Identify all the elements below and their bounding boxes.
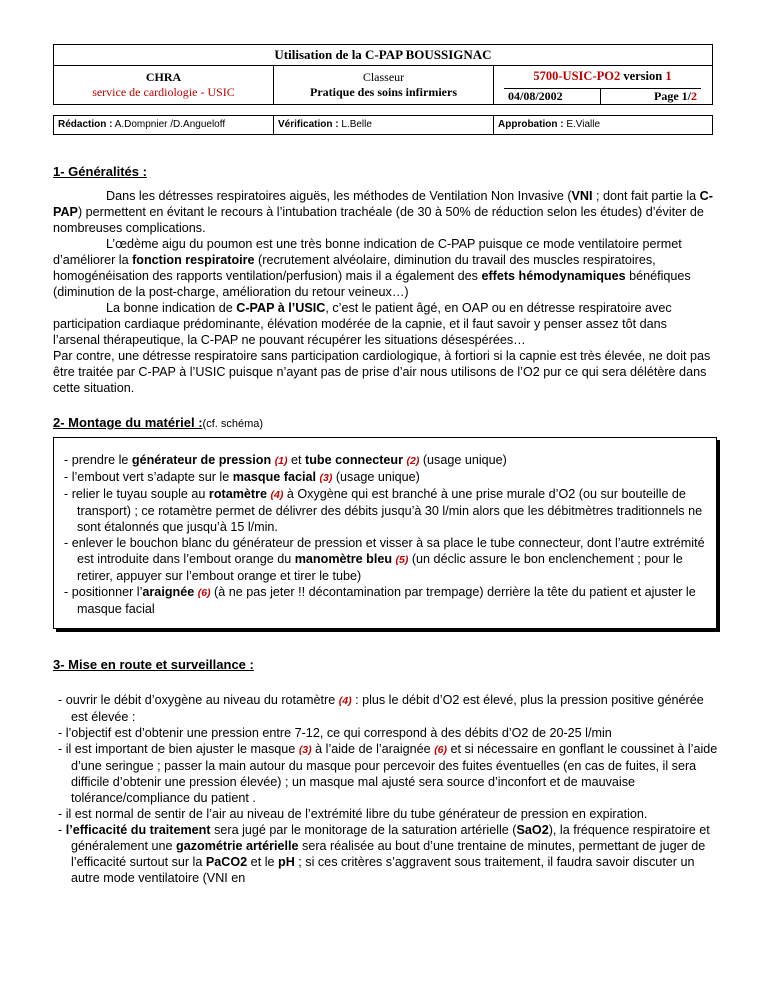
- reference-code: 5700-USIC-PO2: [533, 69, 621, 83]
- authorship-row: [53, 115, 713, 135]
- organization-cell: [54, 66, 274, 104]
- list-item: - ouvrir le débit d’oxygène au niveau du rotamètre (4) : plus le débit d’O2 est élevé, plus la pression positive générée est élevée :: [58, 693, 704, 724]
- section-1-heading: 1- Généralités :: [53, 164, 147, 179]
- page-total: 2: [691, 89, 697, 103]
- approbation-cell: Approbation : E.Vialle: [498, 119, 601, 130]
- list-item: - il est normal de sentir de l’air au niveau de l’extrémité libre du tube générateur de pression en expiration.: [58, 807, 648, 821]
- verification-cell: Vérification : L.Belle: [274, 116, 494, 134]
- organization-name: CHRA: [145, 70, 182, 84]
- redaction-cell: Rédaction : A.Dompnier /D.Angueloff: [54, 116, 274, 134]
- list-item: - l’efficacité du traitement sera jugé par le monitorage de la saturation artérielle (SaO2), la fréquence respiratoire et généralement une gazométrie artérielle sera réalisée au bout d’une trentaine de minutes, permettant de juger de l’efficacité surtout sur la PaCO2 et le pH ; si ces critères s’aggravent sous traitement, il faudra savoir discuter un autre mode ventilatoire (VNI en: [58, 823, 710, 885]
- page-indicator: [600, 89, 701, 104]
- setup-monitoring-list: [58, 692, 718, 886]
- document-title: Utilisation de la C-PAP BOUSSIGNAC: [54, 45, 712, 66]
- binder-label: Classeur: [362, 70, 405, 84]
- page-label: Page 1/: [654, 89, 691, 103]
- document-date: 04/08/2002: [508, 89, 563, 103]
- reference-cell: [494, 66, 711, 104]
- version-label: version: [623, 69, 663, 83]
- binder-name: Pratique des soins infirmiers: [310, 85, 457, 99]
- section-1-body: [53, 188, 715, 396]
- list-item: - l’embout vert s’adapte sur le masque facial (3) (usage unique): [64, 470, 420, 484]
- paragraph: Par contre, une détresse respiratoire sans participation cardiologique, à fortiori si la capnie est très élevée, ne doit pas être traitée par C-PAP à l’USIC puisque n’ayant pas de prise d’air nous utilisons de l’O2 pur ce qui sera délétère dans cette situation.: [53, 349, 711, 395]
- paragraph: Dans les détresses respiratoires aiguës, les méthodes de Ventilation Non Invasive (VNI ; dont fait partie la C-PAP) permettent en évitant le recours à l’intubation trachéale (de 30 à 50% de réduction selon les études) d’éviter de nombreuses complications.: [53, 189, 713, 235]
- paragraph: L’œdème aigu du poumon est une très bonne indication de C-PAP puisque ce mode ventilatoire permet d’améliorer la fonction respiratoire (recrutement alvéolaire, diminution du travail des muscles respiratoires, homogénéisation des rapports ventilation/perfusion) mais il a également des effets hémodynamiques bénéfiques (diminution de la post-charge, amélioration du retour veineux…): [53, 237, 691, 299]
- section-2-heading: 2- Montage du matériel :(cf. schéma): [53, 415, 264, 430]
- paragraph: La bonne indication de C-PAP à l’USIC, c’est le patient âgé, en OAP ou en détresse respiratoire avec participation cardiaque prédominante, élévation modérée de la capnie, et il faut savoir y penser assez tôt dans l’arsenal thérapeutique, la C-PAP ne pouvant récupérer les situations désespérées…: [53, 301, 672, 347]
- list-item: - enlever le bouchon blanc du générateur de pression et visser à sa place le tube connecteur, dont l’autre extrémité est introduite dans l’embout orange du manomètre bleu (5) (un déclic assure le bon enclenchement ; pour le retirer, appuyer sur l’embout orange et tirer le tube): [64, 536, 705, 583]
- section-3-heading: 3- Mise en route et surveillance :: [53, 657, 254, 672]
- version-number: 1: [665, 69, 672, 83]
- list-item: - prendre le générateur de pression (1) et tube connecteur (2) (usage unique): [64, 453, 507, 467]
- list-item: - il est important de bien ajuster le masque (3) à l’aide de l’araignée (6) et si nécessaire en gonflant le coussinet à l’aide d’une seringue ; passer la main autour du masque pour percevoir des fuites éventuelles (en cas de fuites, il sera difficile d’obtenir une pression élevée) ; un masque mal ajusté sera source d’inconfort et de mauvaise tolérance/compliance du patient .: [58, 742, 718, 805]
- list-item: - l’objectif est d’obtenir une pression entre 7-12, ce qui correspond à des débits d’O2 de 20-25 l/min: [58, 726, 612, 740]
- document-header: [53, 44, 713, 105]
- organization-service: service de cardiologie - USIC: [92, 85, 235, 99]
- binder-cell: [274, 66, 494, 104]
- list-item: - relier le tuyau souple au rotamètre (4) à Oxygène qui est branché à une prise murale d’O2 (ou sur bouteille de transport) ; ce rotamètre permet de délivrer des débits jusqu’à 30 l/min alors que les débitmètres traditionnels ne sont étalonnés que jusqu’à 15 l/min.: [64, 487, 703, 534]
- equipment-setup-box: [53, 437, 717, 629]
- list-item: - positionner l’araignée (6) (à ne pas jeter !! décontamination par trempage) derrière la tête du patient et ajuster le masque facial: [64, 585, 696, 616]
